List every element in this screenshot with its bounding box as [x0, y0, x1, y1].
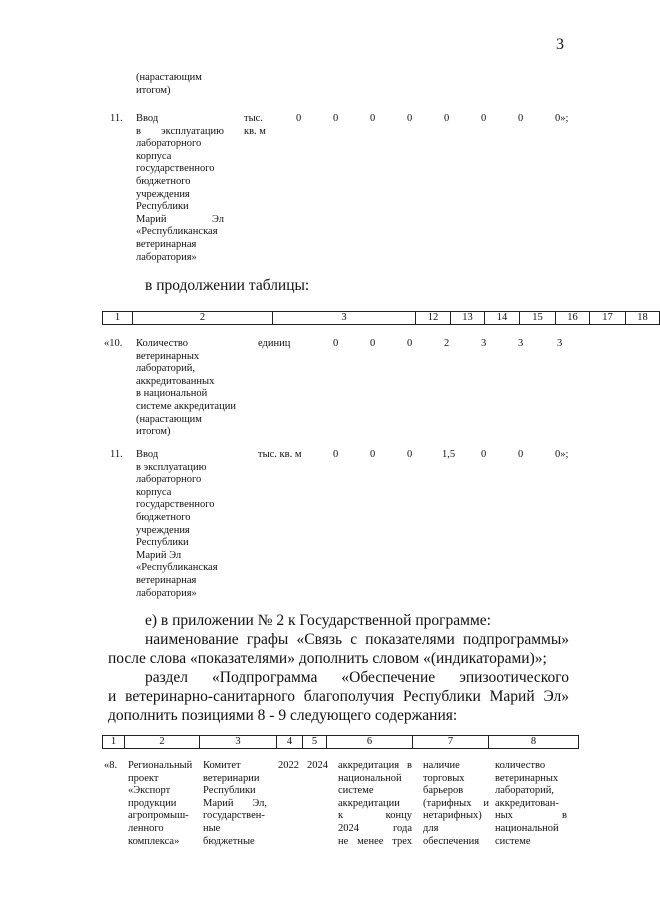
cell-line: Региональный — [128, 760, 193, 771]
cell-line: национальной — [338, 772, 402, 784]
header-cell: 1 — [103, 312, 133, 325]
value-cell: 3 — [481, 338, 487, 349]
header-cell: 2 — [125, 736, 200, 749]
paragraph-line: наименование графы «Связь с показателями подпрограммы» — [145, 631, 569, 648]
value-cell: 0»; — [555, 113, 569, 124]
header-cell: 14 — [485, 312, 520, 325]
value-cell: 0 — [370, 338, 376, 349]
header-cell: 1 — [103, 736, 125, 749]
label-line: лаборатория» — [136, 587, 197, 599]
value-cell: 0 — [407, 113, 413, 124]
cell-line: продукции — [128, 797, 177, 809]
cell-line: 2024 года — [338, 822, 412, 834]
paragraph-line: дополнить позициями 8 - 9 следующего содержания: — [108, 707, 458, 724]
paragraph-line: и ветеринарно-санитарного благополучия Республики Марий Эл» — [108, 688, 569, 705]
header-cell: 12 — [416, 312, 451, 325]
fragment-line: итогом) — [136, 84, 171, 96]
unit-line: тыс. — [244, 113, 263, 124]
value-cell: 0 — [444, 113, 450, 124]
value-cell: 0 — [481, 113, 487, 124]
unit: единиц — [258, 338, 291, 349]
cell-line: бюджетные — [203, 835, 255, 847]
label-line: в эксплуатацию — [136, 125, 224, 137]
label-line: «Республиканская — [136, 226, 218, 238]
cell-line: аккредитации — [338, 797, 400, 809]
cell-line: не менее трех — [338, 835, 412, 847]
continuation-heading: в продолжении таблицы: — [145, 277, 310, 294]
col2-cell — [128, 760, 196, 848]
value-cell: 0 — [518, 449, 524, 460]
value-cell: 0 — [407, 338, 413, 349]
label-line: Республики — [136, 201, 189, 213]
cell-line: Марий Эл, — [203, 797, 267, 809]
value-cell: 0 — [407, 449, 413, 460]
header-cell: 3 — [273, 312, 416, 325]
label-line: учреждения — [136, 188, 190, 200]
col5-cell: 2024 — [307, 760, 328, 771]
header-cell: 8 — [489, 736, 579, 749]
value-cell: 0 — [481, 449, 487, 460]
value-cell: 0 — [333, 449, 339, 460]
cell-line: агропромыш- — [128, 810, 189, 822]
paragraph-line: раздел «Подпрограмма «Обеспечение эпизоотического — [145, 669, 569, 686]
cell-line: государствен- — [203, 810, 265, 822]
value-cell: 0»; — [555, 449, 569, 460]
value-cell: 0 — [333, 338, 339, 349]
value-cell: 0 — [370, 449, 376, 460]
label-line: Ввод — [136, 449, 159, 460]
col3-cell — [203, 760, 267, 848]
indicator-label — [136, 449, 241, 600]
label-line: учреждения — [136, 524, 190, 536]
label-line: Количество — [136, 338, 189, 349]
label-line: лабораторий, — [136, 363, 195, 375]
header-cell: 18 — [626, 312, 660, 325]
row-number: «10. — [104, 338, 123, 349]
unit: тыс. кв. м — [258, 449, 302, 460]
value-cell: 1,5 — [442, 449, 456, 460]
label-line: аккредитованных — [136, 375, 215, 387]
cell-line: ные — [203, 822, 221, 834]
cell-line: ленного — [128, 822, 164, 834]
label-line: ветеринарная — [136, 574, 197, 586]
label-line: государственного — [136, 499, 215, 511]
label-line: (нарастающим — [136, 413, 202, 425]
cell-line: ветеринарных — [495, 772, 559, 784]
label-line: корпуса — [136, 486, 172, 498]
page-number: 3 — [556, 36, 564, 53]
cell-line: Комитет — [203, 760, 241, 771]
header-cell: 13 — [451, 312, 485, 325]
unit-line: кв. м — [244, 125, 266, 137]
col6-cell — [338, 760, 412, 848]
cell-line: проект — [128, 772, 159, 784]
value-cell: 2 — [444, 338, 450, 349]
col7-cell — [423, 760, 489, 848]
indicator-label — [136, 113, 224, 264]
cell-line: аккредитован- — [495, 797, 559, 809]
label-line: лабораторного — [136, 138, 202, 150]
header-cell: 5 — [303, 736, 327, 749]
value-cell: 0 — [296, 113, 302, 124]
label-line: ветеринарных — [136, 350, 200, 362]
cell-line: торговых — [423, 772, 465, 784]
label-line: бюджетного — [136, 175, 191, 187]
value-cell: 0 — [518, 113, 524, 124]
label-line: «Республиканская — [136, 562, 218, 574]
header-cell: 6 — [327, 736, 413, 749]
cell-line: количество — [495, 760, 546, 771]
cell-line: комплекса» — [128, 835, 180, 847]
cell-line: лабораторий, — [495, 785, 554, 797]
label-line: Республики — [136, 537, 189, 549]
cell-line: барьеров — [423, 785, 464, 797]
label-line: в эксплуатацию — [136, 461, 207, 473]
cell-line: ветеринарии — [203, 772, 260, 784]
col4-cell: 2022 — [278, 760, 299, 771]
label-line: итогом) — [136, 426, 171, 438]
row-number: «8. — [104, 760, 118, 771]
cell-line: к концу — [338, 810, 412, 822]
cell-line: национальной — [495, 822, 559, 834]
label-line: в национальной — [136, 388, 208, 400]
paragraph-line: после слова «показателями» дополнить словом «(индикаторами)»; — [108, 650, 547, 667]
label-line: Ввод — [136, 113, 159, 124]
value-cell: 0 — [333, 113, 339, 124]
cell-line: обеспечения — [423, 835, 480, 847]
label-line: корпуса — [136, 150, 172, 162]
cell-line: (тарифных и — [423, 797, 489, 809]
cell-line: ных в — [495, 810, 567, 822]
label-line: Марий Эл — [136, 549, 182, 561]
table2-header — [102, 311, 660, 325]
value-cell: 3 — [557, 338, 563, 349]
row-number: 11. — [110, 113, 123, 124]
label-line: государственного — [136, 163, 215, 175]
value-cell: 3 — [518, 338, 524, 349]
label-line: Марий Эл — [136, 213, 224, 225]
label-line: ветеринарная — [136, 238, 197, 250]
cell-line: системе — [338, 785, 374, 797]
header-cell: 16 — [556, 312, 590, 325]
indicator-label — [136, 338, 241, 439]
header-cell: 15 — [520, 312, 556, 325]
header-cell: 4 — [277, 736, 303, 749]
label-line: лаборатория» — [136, 251, 197, 263]
cell-line: Республики — [203, 785, 256, 797]
unit — [244, 113, 266, 138]
header-cell: 3 — [200, 736, 277, 749]
label-line: системе аккредитации — [136, 400, 236, 412]
cell-line: для — [423, 822, 439, 834]
cell-line: «Экспорт — [128, 785, 171, 797]
table3-header — [102, 735, 579, 749]
paragraph-e: е) в приложении № 2 к Государственной программе: — [145, 612, 491, 629]
label-line: бюджетного — [136, 511, 191, 523]
header-cell: 17 — [590, 312, 626, 325]
cell-line: наличие — [423, 760, 460, 771]
header-cell: 7 — [413, 736, 489, 749]
cell-line: нетарифных) — [423, 810, 482, 822]
fragment-line: (нарастающим — [136, 72, 202, 83]
cell-line: аккредитация в — [338, 760, 412, 771]
value-cell: 0 — [370, 113, 376, 124]
label-line: лабораторного — [136, 474, 202, 486]
top-fragment — [136, 72, 202, 97]
col8-cell — [495, 760, 567, 848]
cell-line: системе — [495, 835, 531, 847]
header-cell: 2 — [133, 312, 273, 325]
row-number: 11. — [110, 449, 123, 460]
